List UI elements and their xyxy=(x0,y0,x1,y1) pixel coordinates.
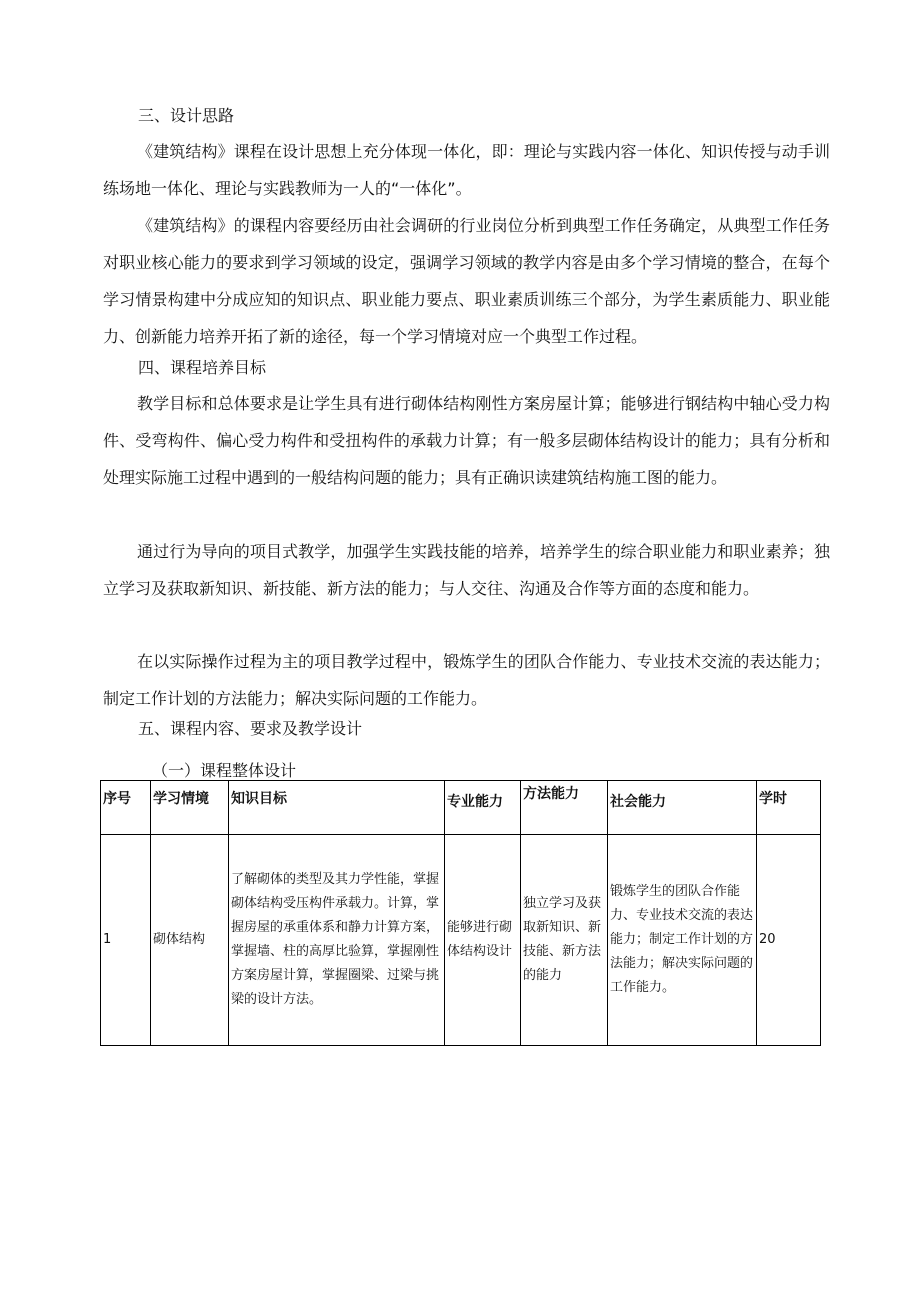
header-cell: 学时 xyxy=(757,781,821,835)
cell-number: 1 xyxy=(101,835,151,1046)
cell-professional: 能够进行砌体结构设计 xyxy=(445,835,521,1046)
header-cell: 学习情境 xyxy=(151,781,229,835)
section-3-title: 三、设计思路 xyxy=(138,106,235,125)
section-4-paragraph-3: 在以实际操作过程为主的项目教学过程中，锻炼学生的团队合作能力、专业技术交流的表达能力；制定工作计划的方法能力；解决实际问题的工作能力。 xyxy=(103,652,830,708)
cell-social: 锻炼学生的团队合作能力、专业技术交流的表达能力；制定工作计划的方法能力；解决实际问题的工作能力。 xyxy=(608,835,757,1046)
cell-hours: 20 xyxy=(757,835,821,1046)
section-3-paragraph-1: 《建筑结构》课程在设计思想上充分体现一体化，即：理论与实践内容一体化、知识传授与动手训练场地一体化、理论与实践教师为一人的“一体化”。 xyxy=(103,142,830,198)
header-cell: 方法能力 xyxy=(521,781,608,835)
cell-method: 独立学习及获取新知识、新技能、新方法的能力 xyxy=(521,835,608,1046)
header-cell: 知识目标 xyxy=(229,781,445,835)
table-row xyxy=(101,835,821,1046)
section-3-paragraph-2: 《建筑结构》的课程内容要经历由社会调研的行业岗位分析到典型工作任务确定，从典型工作任务对职业核心能力的要求到学习领域的设定，强调学习领域的教学内容是由多个学习情境的整合，在每个学习情景构建中分成应知的知识点、职业能力要点、职业素质训练三个部分，为学生素质能力、职业能力、创新能力培养开拓了新的途径，每一个学习情境对应一个典型工作过程。 xyxy=(103,216,830,346)
course-design-table xyxy=(100,780,821,1046)
header-cell: 社会能力 xyxy=(608,781,757,835)
cell-situation: 砌体结构 xyxy=(151,835,229,1046)
section-4-paragraph-1: 教学目标和总体要求是让学生具有进行砌体结构刚性方案房屋计算；能够进行钢结构中轴心受力构件、受弯构件、偏心受力构件和受扭构件的承载力计算；有一般多层砌体结构设计的能力；具有分析和处理实际施工过程中遇到的一般结构问题的能力；具有正确识读建筑结构施工图的能力。 xyxy=(103,394,830,487)
header-cell: 序号 xyxy=(101,781,151,835)
table-header-row xyxy=(101,781,821,835)
section-4-paragraph-2: 通过行为导向的项目式教学，加强学生实践技能的培养，培养学生的综合职业能力和职业素养；独立学习及获取新知识、新技能、新方法的能力；与人交往、沟通及合作等方面的态度和能力。 xyxy=(103,542,830,598)
section-5-title: 五、课程内容、要求及教学设计 xyxy=(138,719,363,738)
header-cell: 专业能力 xyxy=(445,781,521,835)
section-4-title: 四、课程培养目标 xyxy=(138,358,267,377)
cell-knowledge: 了解砌体的类型及其力学性能，掌握砌体结构受压构件承载力。计算，掌握房屋的承重体系和静力计算方案，掌握墙、柱的高厚比验算，掌握刚性方案房屋计算，掌握圈梁、过梁与挑梁的设计方法。 xyxy=(229,835,445,1046)
section-5-subtitle: （一）课程整体设计 xyxy=(152,761,297,780)
